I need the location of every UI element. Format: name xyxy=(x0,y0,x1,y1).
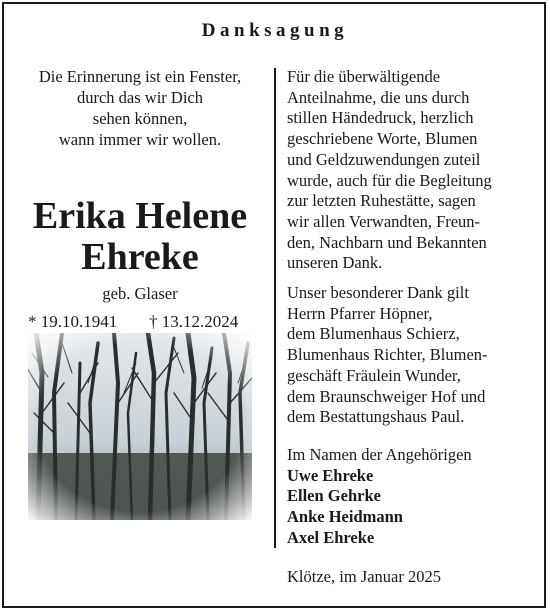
thanks-line: wurde, auch für die Begleitung xyxy=(287,170,492,190)
thanks-line: geschriebene Worte, Blumen xyxy=(287,129,478,149)
special-thanks-line: Unser besonderer Dank gilt xyxy=(287,283,469,302)
special-thanks-line: geschäft Fräulein Wunder, xyxy=(287,365,461,385)
place-and-date: Klötze, im Januar 2025 xyxy=(287,567,441,586)
bare-trees-photo xyxy=(28,333,252,520)
thanks-line: und Geldzuwendungen zuteil xyxy=(287,149,481,169)
verse-line: durch das wir Dich xyxy=(76,88,203,107)
signatory-name: Ellen Gehrke xyxy=(287,486,381,506)
column-divider xyxy=(274,68,276,548)
special-thanks-line: dem Blumenhaus Schierz, xyxy=(287,324,460,344)
verse-line: Die Erinnerung ist ein Fenster, xyxy=(38,67,242,86)
special-thanks-line: dem Bestattungshaus Paul. xyxy=(287,407,465,427)
thanks-line: unseren Dank. xyxy=(287,253,383,273)
thanks-line: wir allen Verwandten, Freun- xyxy=(287,211,481,231)
notice-heading: Danksagung xyxy=(201,20,349,41)
signatory-name: Axel Ehreke xyxy=(287,527,375,547)
thanks-line: stillen Händedruck, herzlich xyxy=(287,108,474,128)
signatory-name: Uwe Ehreke xyxy=(287,465,374,485)
special-thanks-line: Blumenhaus Richter, Blumen- xyxy=(287,345,488,365)
memorial-verse xyxy=(15,66,265,150)
thanks-line: Anteilnahme, die uns durch xyxy=(287,87,470,107)
signatory-name: Anke Heidmann xyxy=(287,507,403,527)
maiden-name: geb. Glaser xyxy=(102,284,178,303)
signature-block xyxy=(287,445,527,549)
verse-line: wann immer wir wollen. xyxy=(58,130,222,149)
death-date: † 13.12.2024 xyxy=(149,312,239,331)
verse-line: sehen können, xyxy=(92,109,188,128)
special-thanks-line: dem Braunschweiger Hof und xyxy=(287,386,486,406)
birth-date: * 19.10.1941 xyxy=(28,312,118,331)
thanks-line: zur letzten Ruhestätte, sagen xyxy=(287,191,476,211)
deceased-name-line: Erika Helene xyxy=(32,195,248,237)
thanks-paragraph xyxy=(287,67,527,274)
special-thanks-line: Herrn Pfarrer Höpner, xyxy=(287,303,433,323)
thanks-line: Für die überwältigende xyxy=(287,67,441,86)
deceased-name-line: Ehreke xyxy=(81,236,199,278)
signature-intro: Im Namen der Angehörigen xyxy=(287,445,472,464)
deceased-name xyxy=(10,196,270,278)
thanks-line: den, Nachbarn und Bekannten xyxy=(287,232,487,252)
special-thanks-paragraph xyxy=(287,283,527,428)
